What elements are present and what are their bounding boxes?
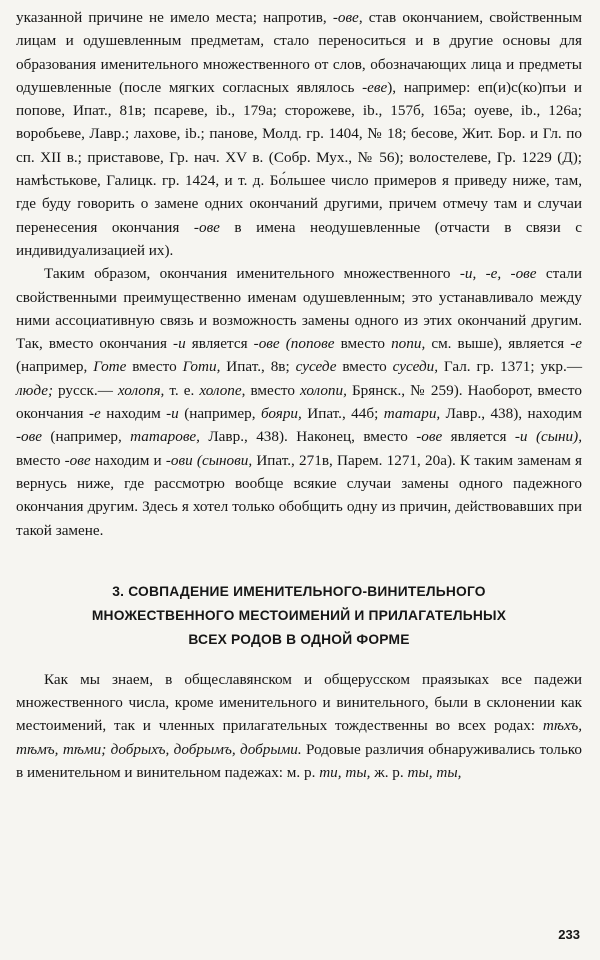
text-run: является (442, 428, 515, 446)
text-run: вместо (334, 335, 392, 353)
text-run: в имена неодушевленные (отчасти в связи с индивидуализацией их). (16, 218, 582, 259)
italic-text-run: -ове (попове (253, 335, 335, 353)
italic-text-run: -ове (64, 451, 91, 469)
section-heading-line-2: МНОЖЕСТВЕННОГО МЕСТОИМЕНИЙ И ПРИЛАГАТЕЛЬНЫХ (91, 607, 507, 623)
text-run: находим (100, 405, 167, 423)
italic-text-run: холопя, (117, 381, 165, 399)
paragraph-p3 (16, 668, 582, 784)
italic-text-run: -е (88, 405, 101, 423)
italic-text-run: холопи, (299, 381, 347, 399)
italic-text-run: -и (166, 405, 179, 423)
section-heading (16, 580, 582, 652)
italic-text-run: холопе (199, 381, 242, 399)
italic-text-run: -е (570, 335, 583, 353)
italic-text-run: татарове, (130, 428, 200, 446)
italic-text-run: Готе (93, 358, 127, 376)
paragraph-p2 (16, 262, 582, 542)
text-run: Как мы знаем, в общеславянском и общерусском праязыках все падежи множественного числа, кроме именительного и винительного, были в склонении как местоимений, так и членных прилагательных тождественны во всех родах: (16, 670, 582, 735)
italic-text-run: бояри, (260, 405, 302, 423)
text-run: (например, (42, 428, 131, 446)
text-run: , вместо (241, 381, 300, 399)
italic-text-run: суседе (295, 358, 337, 376)
text-run: Гал. гр. 1371; укр.— (438, 358, 583, 376)
text-run: указанной причине не имело места; напротив, (16, 9, 333, 26)
italic-text-run: -ове (16, 428, 42, 446)
text-run: Брянск., № 259). Наоборот, вместо окончания (16, 381, 582, 423)
italic-text-run: люде; (16, 381, 53, 399)
page-number: 233 (558, 927, 580, 942)
text-run: т. е. (164, 381, 200, 399)
italic-text-run: ти, ты, (319, 764, 371, 782)
text-run: , став окончанием, свойственным лицам и одушевленным предметам, стало переноситься и в другие основы для образования именительного множественного от слов, обозначающих лица и предметы одушевленные (после мягких согласных являлось (16, 9, 583, 96)
text-run: ж. р. (370, 764, 408, 782)
italic-text-run: -ови (сынови, (165, 451, 253, 469)
text-after-heading (16, 668, 582, 784)
text-run: Ипат., 44б; (301, 405, 384, 423)
text-run: (например, (178, 405, 261, 423)
italic-text-run: -ове (416, 428, 443, 446)
italic-text-run: суседи, (392, 358, 439, 376)
section-heading-line-1: 3. СОВПАДЕНИЕ ИМЕНИТЕЛЬНОГО-ВИНИТЕЛЬНОГО (112, 583, 486, 599)
italic-text-run: -и, -е, -ове (459, 265, 537, 283)
text-run: Ипат., 8в; (220, 358, 296, 376)
text-run: является (185, 335, 254, 353)
text-run: вместо (336, 358, 393, 376)
italic-text-run: -ове (332, 9, 359, 26)
italic-text-run: -и (173, 335, 186, 353)
italic-text-run: попи, (391, 335, 426, 353)
italic-text-run: -и (сыни), (514, 428, 583, 446)
italic-text-run: -ове (193, 218, 220, 236)
italic-text-run: Готи, (182, 358, 221, 376)
text-run: Лавр., 438), находим (440, 405, 582, 423)
italic-text-run: татари, (383, 405, 441, 423)
section-heading-line-3: ВСЕХ РОДОВ В ОДНОЙ ФОРМЕ (188, 631, 410, 647)
text-run: Лавр., 438). Наконец, вместо (199, 428, 417, 446)
text-run: русск.— (53, 381, 118, 399)
italic-text-run: тѣхъ, тѣмъ, тѣми; добрыхъ, добрымъ, добрыми. (16, 717, 582, 758)
text-run: см. выше), является (425, 335, 571, 353)
italic-text-run: -еве (362, 78, 388, 96)
text-run: вместо (16, 451, 65, 469)
text-run: ), например: еп(и)с(ко)пъи и попове, Ипат., 81в; псареве, ib., 179а; сторожеве, ib., 157б, 165а; оуеве, ib., 126а; воробьеве, Лавр.; лахове, ib.; панове, Молд. гр. 1404, № 18; бесове, Жит. Бор. и Гл. по сп. XII в.; приставове, Гр. нач. XV в. (Собр. Мух., № 56); волостелеве, Гр. 1229 (Д); намѣстькове, Галицк. гр. 1424, и т. д. Бо́льшее число примеров я приведу ниже, там, где буду говорить о замене одних окончаний другими, причем отмечу там и случаи перенесения окончания (16, 78, 582, 236)
text-run: (например, (16, 358, 94, 376)
text-before-heading (16, 6, 582, 542)
text-run: вместо (126, 358, 183, 376)
text-run: стали свойственными преимущественно именам одушевленным; это устанавливало между ними ассоциативную связь и возможность замены одного из этих окончаний другим. Так, вместо окончания (16, 265, 582, 353)
text-run: Ипат., 271в, Парем. 1271, 20а). К таким заменам я вернусь ниже, где рассмотрю вообще всякие случаи замены одного падежного окончания другим. Здесь я хотел только обобщить одну из причин, действовавших при такой замене. (16, 451, 582, 539)
text-run: находим и (90, 451, 166, 469)
text-run: Таким образом, окончания именительного множественного (44, 265, 460, 283)
paragraph-p1 (16, 6, 582, 262)
italic-text-run: ты, ты, (407, 764, 462, 782)
text-run: Родовые различия обнаруживались только в именительном и винительном падежах: м. р. (16, 740, 582, 782)
